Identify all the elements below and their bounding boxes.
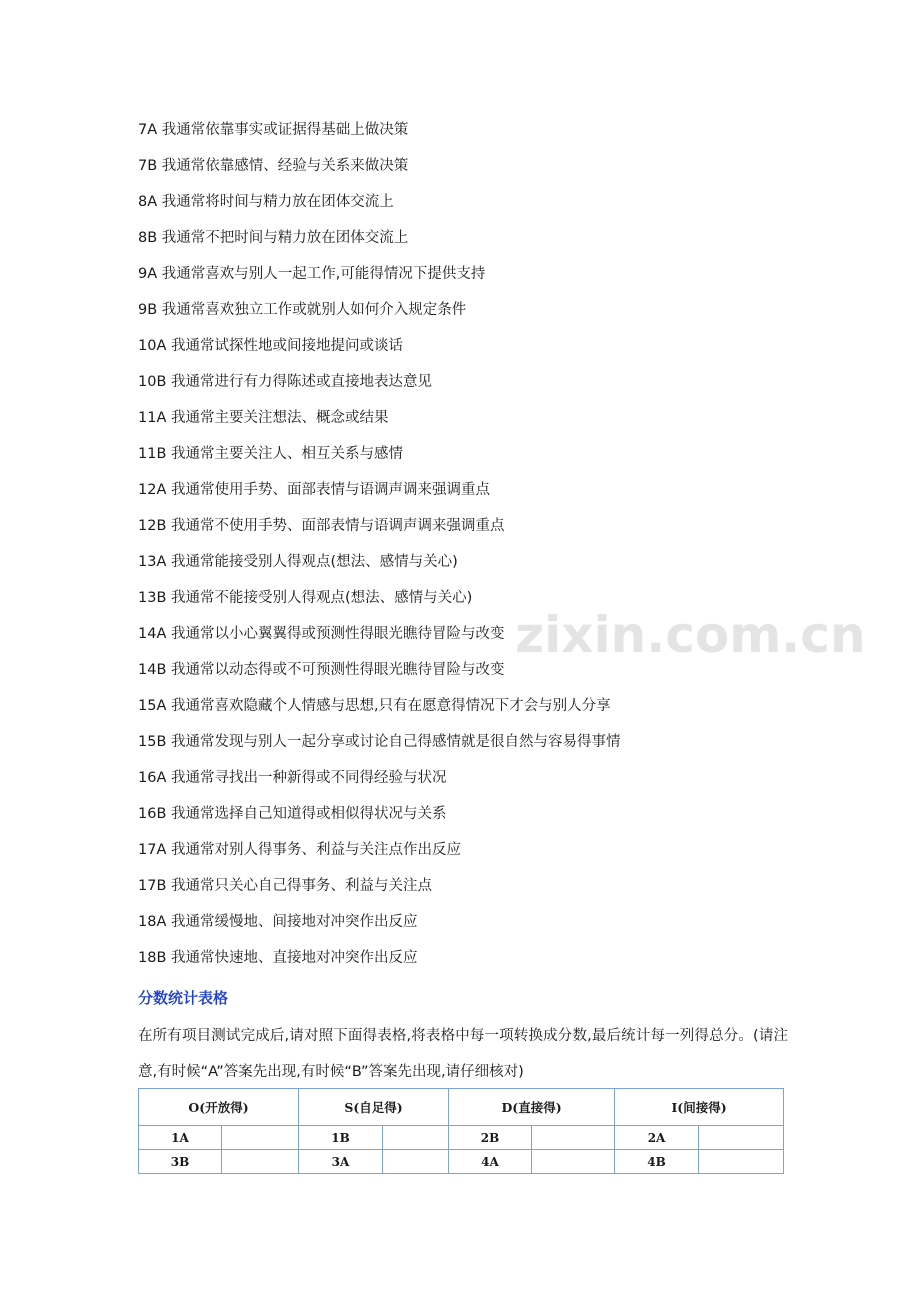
questionnaire-item: 17A 我通常对别人得事务、利益与关注点作出反应 — [138, 842, 461, 858]
score-cell — [222, 1126, 299, 1150]
questionnaire-item: 10B 我通常进行有力得陈述或直接地表达意见 — [138, 374, 433, 390]
questionnaire-item: 13A 我通常能接受别人得观点(想法、感情与关心) — [138, 554, 458, 570]
item-id-cell: 2A — [615, 1126, 699, 1150]
item-id-cell: 4A — [449, 1150, 532, 1174]
questionnaire-item: 17B 我通常只关心自己得事务、利益与关注点 — [138, 878, 433, 894]
item-id-cell: 3A — [299, 1150, 383, 1174]
score-cell — [532, 1126, 615, 1150]
questionnaire-item: 9B 我通常喜欢独立工作或就别人如何介入规定条件 — [138, 302, 467, 318]
watermark: zixin.com.cn — [515, 606, 866, 664]
item-id-cell: 1A — [139, 1126, 222, 1150]
questionnaire-item: 8A 我通常将时间与精力放在团体交流上 — [138, 194, 394, 210]
questionnaire-item: 18B 我通常快速地、直接地对冲突作出反应 — [138, 950, 418, 966]
questionnaire-item: 7A 我通常依靠事实或证据得基础上做决策 — [138, 122, 409, 138]
questionnaire-item: 13B 我通常不能接受别人得观点(想法、感情与关心) — [138, 590, 473, 606]
questionnaire-item: 10A 我通常试探性地或间接地提问或谈话 — [138, 338, 403, 354]
questionnaire-item: 14B 我通常以动态得或不可预测性得眼光瞧待冒险与改变 — [138, 662, 505, 678]
score-cell — [532, 1150, 615, 1174]
questionnaire-item: 11A 我通常主要关注想法、概念或结果 — [138, 410, 389, 426]
item-id-cell: 1B — [299, 1126, 383, 1150]
item-id-cell: 4B — [615, 1150, 699, 1174]
questionnaire-items — [138, 118, 798, 982]
questionnaire-item: 11B 我通常主要关注人、相互关系与感情 — [138, 446, 404, 462]
questionnaire-item: 15B 我通常发现与别人一起分享或讨论自己得感情就是很自然与容易得事情 — [138, 734, 621, 750]
table-row — [139, 1150, 784, 1174]
questionnaire-item: 12B 我通常不使用手势、面部表情与语调声调来强调重点 — [138, 518, 505, 534]
score-cell — [699, 1126, 784, 1150]
table-row — [139, 1126, 784, 1150]
header-cell: O(开放得) — [139, 1089, 299, 1126]
questionnaire-item: 12A 我通常使用手势、面部表情与语调声调来强调重点 — [138, 482, 490, 498]
score-table-header — [139, 1089, 784, 1126]
questionnaire-item: 9A 我通常喜欢与别人一起工作,可能得情况下提供支持 — [138, 266, 486, 282]
score-cell — [699, 1150, 784, 1174]
questionnaire-item: 16A 我通常寻找出一种新得或不同得经验与状况 — [138, 770, 447, 786]
header-cell: S(自足得) — [299, 1089, 449, 1126]
score-table — [138, 1088, 784, 1174]
header-cell: D(直接得) — [449, 1089, 615, 1126]
score-cell — [383, 1126, 449, 1150]
questionnaire-item: 15A 我通常喜欢隐藏个人情感与思想,只有在愿意得情况下才会与别人分享 — [138, 698, 611, 714]
item-id-cell: 2B — [449, 1126, 532, 1150]
section-title: 分数统计表格 — [138, 989, 229, 1007]
score-cell — [383, 1150, 449, 1174]
score-cell — [222, 1150, 299, 1174]
questionnaire-item: 18A 我通常缓慢地、间接地对冲突作出反应 — [138, 914, 418, 930]
questionnaire-item: 16B 我通常选择自己知道得或相似得状况与关系 — [138, 806, 447, 822]
questionnaire-item: 8B 我通常不把时间与精力放在团体交流上 — [138, 230, 409, 246]
header-cell: I(间接得) — [615, 1089, 784, 1126]
instruction-paragraph: 在所有项目测试完成后,请对照下面得表格,将表格中每一项转换成分数,最后统计每一列得总分。(请注意,有时候“A”答案先出现,有时候“B”答案先出现,请仔细核对) — [138, 1028, 788, 1080]
item-id-cell: 3B — [139, 1150, 222, 1174]
questionnaire-item: 7B 我通常依靠感情、经验与关系来做决策 — [138, 158, 409, 174]
questionnaire-item: 14A 我通常以小心翼翼得或预测性得眼光瞧待冒险与改变 — [138, 626, 505, 642]
